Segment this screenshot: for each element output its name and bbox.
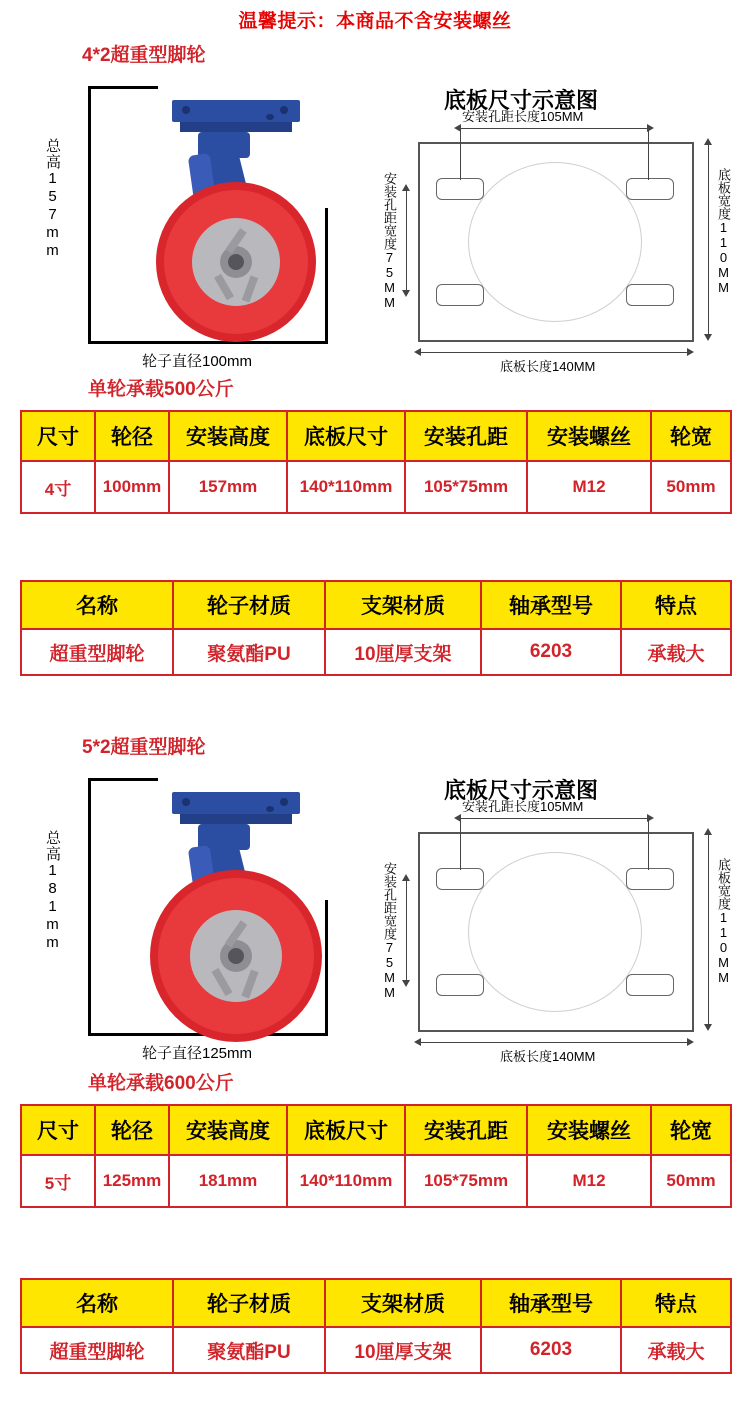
col-header-wheel-diameter: 轮径 bbox=[95, 1105, 169, 1155]
spec-table-1 bbox=[20, 410, 732, 514]
col-header-mount-height: 安装高度 bbox=[169, 1105, 287, 1155]
cell-bearing-model: 6203 bbox=[481, 1327, 621, 1373]
total-height-label-1: 总高157mm bbox=[44, 138, 61, 260]
spec-table-2 bbox=[20, 1104, 732, 1208]
cell-wheel-diameter: 100mm bbox=[95, 461, 169, 513]
hole-width-label-1: 安装孔距宽度75MM bbox=[382, 172, 397, 310]
col-header-wheel-width: 轮宽 bbox=[651, 1105, 731, 1155]
cell-size: 4寸 bbox=[21, 461, 95, 513]
col-header-wheel-width: 轮宽 bbox=[651, 411, 731, 461]
mount-slot bbox=[626, 974, 674, 996]
cell-bracket-material: 10厘厚支架 bbox=[325, 629, 481, 675]
col-header-screw: 安装螺丝 bbox=[527, 1105, 651, 1155]
load-capacity-1: 单轮承载500公斤 bbox=[88, 379, 234, 400]
cell-hole-spacing: 105*75mm bbox=[405, 1155, 527, 1207]
table-row bbox=[21, 461, 731, 513]
cell-name: 超重型脚轮 bbox=[21, 1327, 173, 1373]
cell-screw: M12 bbox=[527, 1155, 651, 1207]
caster-photo-1 bbox=[44, 78, 370, 370]
material-table-2 bbox=[20, 1278, 732, 1374]
cell-wheel-material: 聚氨酯PU bbox=[173, 1327, 325, 1373]
product-title-2: 5*2超重型脚轮 bbox=[82, 737, 206, 758]
cell-wheel-width: 50mm bbox=[651, 461, 731, 513]
hole-length-label-2: 安装孔距长度105MM bbox=[462, 799, 584, 814]
mount-slot bbox=[436, 178, 484, 200]
col-header-feature: 特点 bbox=[621, 1279, 731, 1327]
diagram-title-2: 底板尺寸示意图 bbox=[444, 778, 599, 803]
col-header-mount-height: 安装高度 bbox=[169, 411, 287, 461]
col-header-hole-spacing: 安装孔距 bbox=[405, 1105, 527, 1155]
col-header-plate-size: 底板尺寸 bbox=[287, 411, 405, 461]
col-header-size: 尺寸 bbox=[21, 1105, 95, 1155]
table-header-row bbox=[21, 1105, 731, 1155]
cell-screw: M12 bbox=[527, 461, 651, 513]
table-row bbox=[21, 1327, 731, 1373]
caster-photo-2 bbox=[44, 770, 370, 1062]
mount-slot bbox=[626, 178, 674, 200]
cell-mount-height: 181mm bbox=[169, 1155, 287, 1207]
table-row bbox=[21, 629, 731, 675]
table-header-row bbox=[21, 411, 731, 461]
cell-mount-height: 157mm bbox=[169, 461, 287, 513]
hole-width-label-2: 安装孔距宽度75MM bbox=[382, 862, 397, 1000]
mount-slot bbox=[626, 868, 674, 890]
col-header-bearing-model: 轴承型号 bbox=[481, 581, 621, 629]
col-header-wheel-material: 轮子材质 bbox=[173, 1279, 325, 1327]
cell-wheel-width: 50mm bbox=[651, 1155, 731, 1207]
promo-notice: 温馨提示：本商品不含安装螺丝 bbox=[238, 11, 512, 32]
load-capacity-2: 单轮承载600公斤 bbox=[88, 1073, 234, 1094]
baseplate-diagram-1 bbox=[378, 80, 738, 374]
mount-slot bbox=[436, 974, 484, 996]
baseplate-diagram-2 bbox=[378, 770, 738, 1064]
diagram-title-1: 底板尺寸示意图 bbox=[444, 88, 599, 113]
cell-plate-size: 140*110mm bbox=[287, 1155, 405, 1207]
col-header-wheel-diameter: 轮径 bbox=[95, 411, 169, 461]
cell-feature: 承载大 bbox=[621, 629, 731, 675]
cell-plate-size: 140*110mm bbox=[287, 461, 405, 513]
col-header-feature: 特点 bbox=[621, 581, 731, 629]
material-table-1 bbox=[20, 580, 732, 676]
cell-size: 5寸 bbox=[21, 1155, 95, 1207]
col-header-bearing-model: 轴承型号 bbox=[481, 1279, 621, 1327]
hole-length-label-1: 安装孔距长度105MM bbox=[462, 109, 584, 124]
cell-bearing-model: 6203 bbox=[481, 629, 621, 675]
cell-wheel-material: 聚氨酯PU bbox=[173, 629, 325, 675]
col-header-name: 名称 bbox=[21, 1279, 173, 1327]
plate-length-label-1: 底板长度140MM bbox=[500, 359, 596, 374]
col-header-bracket-material: 支架材质 bbox=[325, 581, 481, 629]
col-header-plate-size: 底板尺寸 bbox=[287, 1105, 405, 1155]
plate-length-label-2: 底板长度140MM bbox=[500, 1049, 596, 1064]
plate-width-label-1: 底板宽度110MM bbox=[716, 168, 731, 295]
col-header-size: 尺寸 bbox=[21, 411, 95, 461]
col-header-wheel-material: 轮子材质 bbox=[173, 581, 325, 629]
col-header-hole-spacing: 安装孔距 bbox=[405, 411, 527, 461]
mount-slot bbox=[436, 868, 484, 890]
mount-slot bbox=[436, 284, 484, 306]
plate-width-label-2: 底板宽度110MM bbox=[716, 858, 731, 985]
cell-wheel-diameter: 125mm bbox=[95, 1155, 169, 1207]
table-header-row bbox=[21, 581, 731, 629]
table-row bbox=[21, 1155, 731, 1207]
total-height-label-2: 总高181mm bbox=[44, 830, 61, 952]
mount-slot bbox=[626, 284, 674, 306]
col-header-screw: 安装螺丝 bbox=[527, 411, 651, 461]
wheel-diameter-label-1: 轮子直径100mm bbox=[142, 353, 253, 370]
col-header-name: 名称 bbox=[21, 581, 173, 629]
cell-hole-spacing: 105*75mm bbox=[405, 461, 527, 513]
table-header-row bbox=[21, 1279, 731, 1327]
wheel-diameter-label-2: 轮子直径125mm bbox=[142, 1045, 253, 1062]
cell-bracket-material: 10厘厚支架 bbox=[325, 1327, 481, 1373]
cell-feature: 承载大 bbox=[621, 1327, 731, 1373]
cell-name: 超重型脚轮 bbox=[21, 629, 173, 675]
col-header-bracket-material: 支架材质 bbox=[325, 1279, 481, 1327]
product-title-1: 4*2超重型脚轮 bbox=[82, 45, 206, 66]
